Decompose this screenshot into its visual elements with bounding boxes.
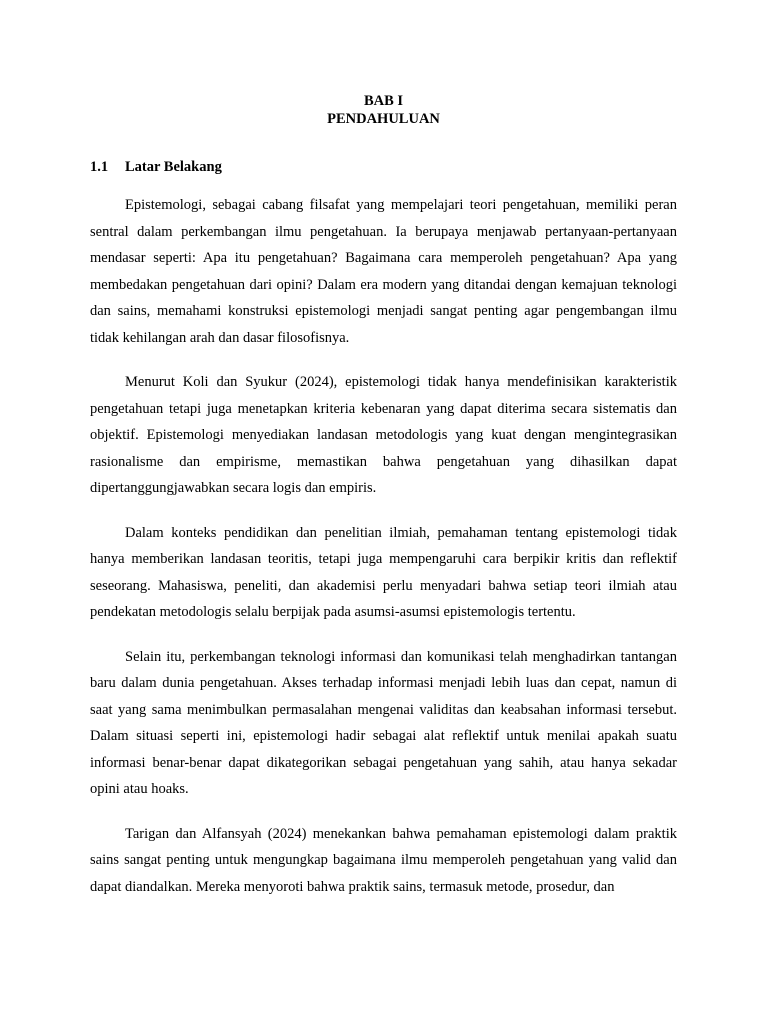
paragraph: Menurut Koli dan Syukur (2024), epistemologi tidak hanya mendefinisikan karakteristik pengetahuan tetapi juga menetapkan kriteria kebenaran yang dapat diterima secara sistematis dan objektif. Epistemologi menyediakan landasan metodologis yang kuat dengan mengintegrasikan rasionalisme dan empirisme, memastikan bahwa pengetahuan yang dihasilkan dapat dipertanggungjawabkan secara logis dan empiris.: [90, 374, 677, 496]
paragraph: Selain itu, perkembangan teknologi informasi dan komunikasi telah menghadirkan tantangan baru dalam dunia pengetahuan. Akses terhadap informasi menjadi lebih luas dan cepat, namun di saat yang sama menimbulkan permasalahan mengenai validitas dan keabsahan informasi tersebut. Dalam situasi seperti ini, epistemologi hadir sebagai alat reflektif untuk menilai apakah suatu informasi benar-benar dapat dikategorikan sebagai pengetahuan yang sahih, atau hanya sekadar opini atau hoaks.: [90, 648, 677, 797]
section-number: 1.1: [90, 159, 109, 175]
chapter-label: BAB I: [363, 93, 404, 109]
paragraph: Epistemologi, sebagai cabang filsafat yang mempelajari teori pengetahuan, memiliki peran sentral dalam perkembangan ilmu pengetahuan. Ia berupaya menjawab pertanyaan-pertanyaan mendasar seperti: Apa itu pengetahuan? Bagaimana cara memperoleh pengetahuan? Apa yang membedakan pengetahuan dari opini? Dalam era modern yang ditandai dengan kemajuan teknologi dan sains, memahami konstruksi epistemologi menjadi sangat penting agar pengembangan ilmu tidak kehilangan arah dan dasar filosofisnya.: [90, 197, 677, 346]
chapter-title: PENDAHULUAN: [327, 111, 440, 127]
paragraph: Dalam konteks pendidikan dan penelitian ilmiah, pemahaman tentang epistemologi tidak hanya memberikan landasan teoritis, tetapi juga mempengaruhi cara berpikir kritis dan reflektif seseorang. Mahasiswa, peneliti, dan akademisi perlu menyadari bahwa setiap teori ilmiah atau pendekatan metodologis selalu berpijak pada asumsi-asumsi epistemologis tertentu.: [90, 524, 677, 620]
paragraph: Tarigan dan Alfansyah (2024) menekankan bahwa pemahaman epistemologi dalam praktik sains sangat penting untuk mengungkap bagaimana ilmu memperoleh pengetahuan yang valid dan dapat diandalkan. Mereka menyoroti bahwa praktik sains, termasuk metode, prosedur, dan: [90, 825, 677, 895]
section-title: Latar Belakang: [125, 159, 222, 175]
document-page: [90, 92, 677, 900]
section-heading: [90, 158, 677, 176]
